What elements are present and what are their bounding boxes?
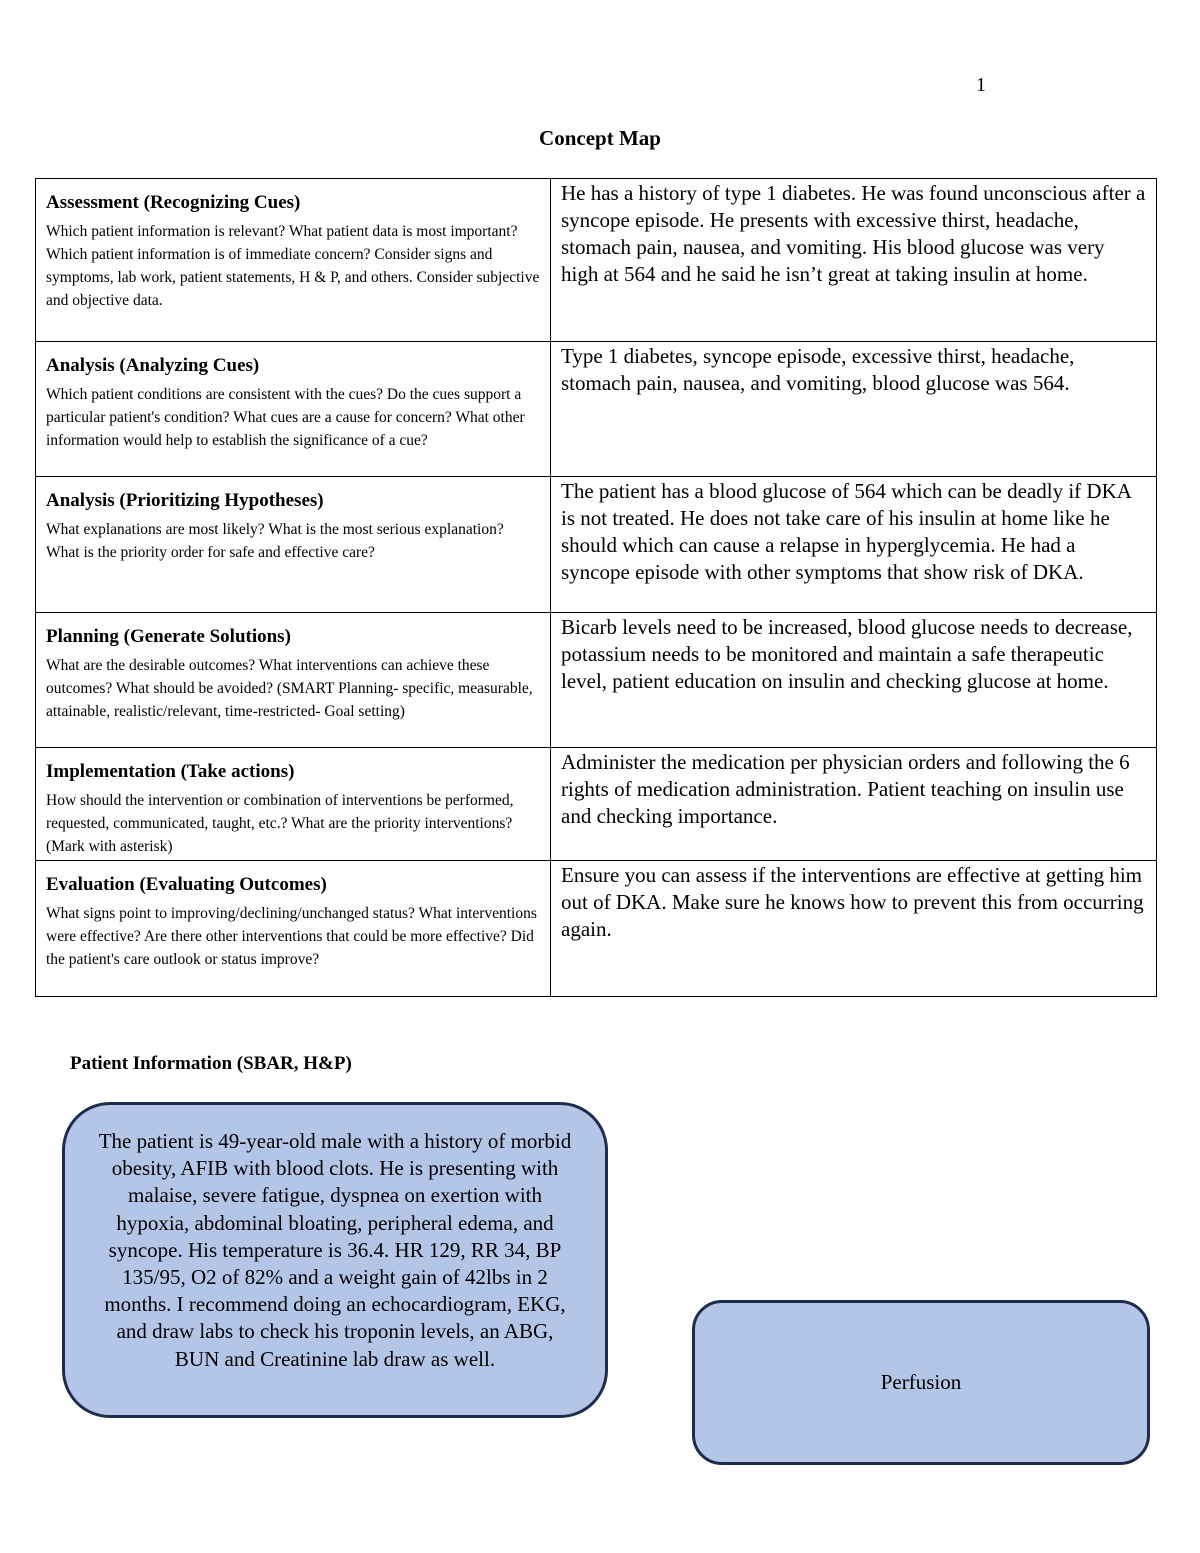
- step-prompt: What are the desirable outcomes? What interventions can achieve these outcomes? What should be avoided? (SMART Planning- specific, measurable, attainable, realistic/relevant, time-restricted- Goal setting): [46, 657, 533, 720]
- step-title: Evaluation (Evaluating Outcomes): [46, 874, 327, 895]
- step-prompt: What explanations are most likely? What is the most serious explanation? What is the priority order for safe and effective care?: [46, 521, 504, 561]
- step-cell: [36, 477, 551, 613]
- concept-box-label: Perfusion: [880, 1370, 962, 1394]
- step-title: Analysis (Analyzing Cues): [46, 355, 260, 376]
- table-row: [36, 477, 1157, 613]
- response-cell: Ensure you can assess if the interventions are effective at getting him out of DKA. Make sure he knows how to prevent this from occurring again.: [551, 861, 1157, 997]
- response-cell: He has a history of type 1 diabetes. He was found unconscious after a syncope episode. He presents with excessive thirst, headache, stomach pain, nausea, and vomiting. His blood glucose was very high at 564 and he said he isn’t great at taking insulin at home.: [551, 179, 1157, 342]
- table-row: [36, 342, 1157, 477]
- table-row: [36, 748, 1157, 861]
- patient-info-text: The patient is 49-year-old male with a history of morbid obesity, AFIB with blood clots. He is presenting with malaise, severe fatigue, dyspnea on exertion with hypoxia, abdominal bloating, peripheral edema, and syncope. His temperature is 36.4. HR 129, RR 34, BP 135/95, O2 of 82% and a weight gain of 42lbs in 2 months. I recommend doing an echocardiogram, EKG, and draw labs to check his troponin levels, an ABG, BUN and Creatinine lab draw as well.: [98, 1129, 572, 1371]
- step-title: Assessment (Recognizing Cues): [46, 192, 301, 213]
- table-row: [36, 613, 1157, 748]
- table-row: [36, 861, 1157, 997]
- response-cell: The patient has a blood glucose of 564 which can be deadly if DKA is not treated. He does not take care of his insulin at home like he should which can cause a relapse in hyperglycemia. He had a syncope episode with other symptoms that show risk of DKA.: [551, 477, 1157, 613]
- page-title: Concept Map: [539, 126, 661, 150]
- step-title: Planning (Generate Solutions): [46, 626, 291, 647]
- step-cell: [36, 861, 551, 997]
- step-prompt: How should the intervention or combination of interventions be performed, requested, communicated, taught, etc.? What are the priority interventions? (Mark with asterisk): [46, 792, 514, 855]
- page-number: 1: [976, 74, 986, 96]
- table-row: [36, 179, 1157, 342]
- response-cell: Bicarb levels need to be increased, blood glucose needs to decrease, potassium needs to be monitored and maintain a safe therapeutic level, patient education on insulin and checking glucose at home.: [551, 613, 1157, 748]
- patient-info-box: [62, 1102, 608, 1418]
- response-cell: Administer the medication per physician orders and following the 6 rights of medication administration. Patient teaching on insulin use and checking importance.: [551, 748, 1157, 861]
- step-cell: [36, 342, 551, 477]
- step-cell: [36, 179, 551, 342]
- step-cell: [36, 613, 551, 748]
- step-prompt: Which patient conditions are consistent with the cues? Do the cues support a particular patient's condition? What cues are a cause for concern? What other information would help to establish the significance of a cue?: [46, 386, 525, 449]
- step-prompt: What signs point to improving/declining/unchanged status? What interventions were effective? Are there other interventions that could be more effective? Did the patient's care outlook or status improve?: [46, 905, 537, 968]
- step-prompt: Which patient information is relevant? What patient data is most important? Which patient information is of immediate concern? Consider signs and symptoms, lab work, patient statements, H & P, and others. Consider subjective and objective data.: [46, 223, 540, 309]
- step-title: Analysis (Prioritizing Hypotheses): [46, 490, 324, 511]
- concept-box: [692, 1300, 1150, 1465]
- step-title: Implementation (Take actions): [46, 761, 295, 782]
- response-cell: Type 1 diabetes, syncope episode, excessive thirst, headache, stomach pain, nausea, and vomiting, blood glucose was 564.: [551, 342, 1157, 477]
- concept-map-table: [35, 178, 1157, 997]
- step-cell: [36, 748, 551, 861]
- patient-info-heading: Patient Information (SBAR, H&P): [70, 1053, 352, 1074]
